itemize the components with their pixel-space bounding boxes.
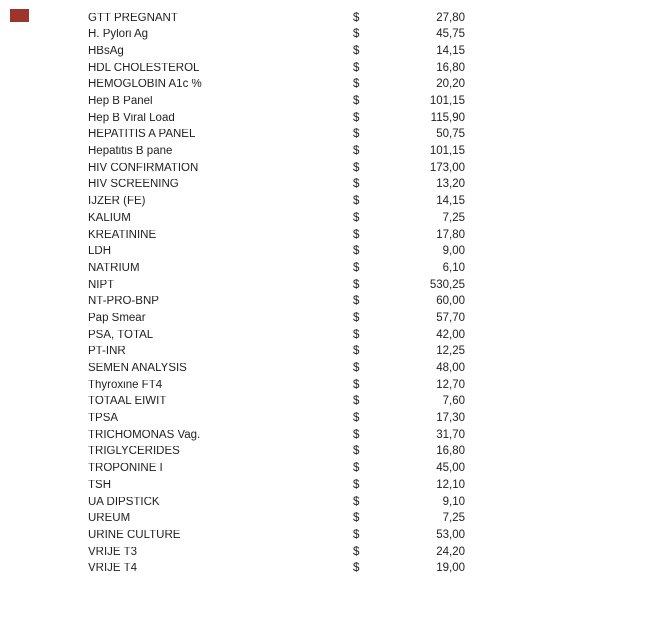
table-row: [0, 93, 650, 110]
test-name-cell: GTT PREGNANT: [88, 12, 178, 24]
currency-cell: $: [353, 11, 360, 24]
table-row: [0, 10, 650, 27]
table-row: [0, 444, 650, 461]
table-row: [0, 260, 650, 277]
currency-cell: $: [353, 412, 360, 425]
table-row: [0, 377, 650, 394]
test-name-cell: UA DIPSTICK: [88, 496, 160, 508]
test-name-cell: KREATININE: [88, 229, 157, 241]
test-name-cell: SEMEN ANALYSIS: [88, 363, 187, 375]
price-cell: 45,75: [436, 28, 465, 41]
price-cell: 16,80: [436, 61, 465, 74]
currency-cell: $: [353, 61, 360, 74]
test-name-cell: HIV CONFIRMATION: [88, 162, 199, 174]
table-row: [0, 194, 650, 211]
test-name-cell: HEPATITIS A PANEL: [88, 129, 196, 141]
test-name-cell: VRIJE T4: [88, 563, 137, 575]
currency-cell: $: [353, 378, 360, 391]
price-cell: 45,00: [436, 462, 465, 475]
currency-cell: $: [353, 78, 360, 91]
price-cell: 31,70: [436, 428, 465, 441]
price-cell: 6,10: [442, 261, 465, 274]
test-name-cell: NT-PRO-BNP: [88, 296, 159, 308]
price-cell: 14,15: [436, 195, 465, 208]
test-name-cell: TPSA: [88, 413, 119, 425]
price-cell: 9,00: [442, 245, 465, 258]
table-row: [0, 310, 650, 327]
table-row: [0, 327, 650, 344]
table-row: [0, 544, 650, 561]
table-row: [0, 244, 650, 261]
currency-cell: $: [353, 545, 360, 558]
test-name-cell: HIV SCREENING: [88, 179, 179, 191]
price-cell: 17,80: [436, 228, 465, 241]
table-row: [0, 110, 650, 127]
price-cell: 13,20: [436, 178, 465, 191]
test-name-cell: PT-INR: [88, 346, 126, 358]
test-name-cell: Hep B Viral Load: [88, 112, 175, 124]
price-cell: 101,15: [429, 145, 465, 158]
currency-cell: $: [353, 95, 360, 108]
currency-cell: $: [353, 178, 360, 191]
test-name-cell: PSA, TOTAL: [88, 329, 154, 341]
price-cell: 173,00: [429, 161, 465, 174]
table-row: [0, 60, 650, 77]
price-cell: 57,70: [436, 311, 465, 324]
test-name-cell: TRIGLYCERIDES: [88, 446, 180, 458]
currency-cell: $: [353, 161, 360, 174]
currency-cell: $: [353, 295, 360, 308]
test-name-cell: Thyroxine FT4: [88, 379, 163, 391]
table-row: [0, 477, 650, 494]
price-cell: 530,25: [429, 278, 465, 291]
table-row: [0, 394, 650, 411]
currency-cell: $: [353, 495, 360, 508]
table-row: [0, 77, 650, 94]
table-row: [0, 561, 650, 578]
price-cell: 7,25: [442, 512, 465, 525]
test-name-cell: HDL CHOLESTEROL: [88, 62, 200, 74]
test-name-cell: TSH: [88, 479, 111, 491]
test-name-cell: H. Pylori Ag: [88, 29, 149, 41]
price-cell: 115,90: [430, 111, 465, 124]
table-row: [0, 527, 650, 544]
table-row: [0, 227, 650, 244]
currency-cell: $: [353, 278, 360, 291]
test-name-cell: Hep B Panel: [88, 96, 153, 108]
table-row: [0, 127, 650, 144]
currency-cell: $: [353, 145, 360, 158]
price-cell: 19,00: [436, 562, 465, 575]
currency-cell: $: [353, 395, 360, 408]
price-cell: 42,00: [436, 328, 465, 341]
test-name-cell: Pap Smear: [88, 312, 146, 324]
table-row: [0, 294, 650, 311]
currency-cell: $: [353, 428, 360, 441]
table-row: [0, 43, 650, 60]
currency-cell: $: [353, 462, 360, 475]
table-row: [0, 427, 650, 444]
test-name-cell: HEMOGLOBIN A1c %: [88, 79, 202, 91]
currency-cell: $: [353, 345, 360, 358]
test-name-cell: NIPT: [88, 279, 115, 291]
currency-cell: $: [353, 562, 360, 575]
currency-cell: $: [353, 445, 360, 458]
test-name-cell: URINE CULTURE: [88, 529, 181, 541]
price-cell: 101,15: [429, 95, 465, 108]
price-cell: 20,20: [436, 78, 465, 91]
test-name-cell: TRICHOMONAS Vag.: [88, 429, 201, 441]
currency-cell: $: [353, 512, 360, 525]
currency-cell: $: [353, 211, 360, 224]
price-cell: 12,70: [436, 378, 465, 391]
currency-cell: $: [353, 261, 360, 274]
test-name-cell: HBsAg: [88, 45, 124, 57]
currency-cell: $: [353, 128, 360, 141]
table-row: [0, 144, 650, 161]
price-cell: 9,10: [442, 495, 465, 508]
table-row: [0, 360, 650, 377]
test-name-cell: LDH: [88, 246, 112, 258]
test-name-cell: TROPONINE I: [88, 463, 163, 475]
test-name-cell: TOTAAL EIWIT: [88, 396, 167, 408]
test-name-cell: NATRIUM: [88, 262, 140, 274]
currency-cell: $: [353, 311, 360, 324]
test-name-cell: Hepatitis B pane: [88, 146, 173, 158]
currency-cell: $: [353, 28, 360, 41]
price-cell: 53,00: [436, 528, 465, 541]
table-row: [0, 511, 650, 528]
price-cell: 7,60: [442, 395, 465, 408]
currency-cell: $: [353, 44, 360, 57]
table-row: [0, 27, 650, 44]
price-cell: 7,25: [442, 211, 465, 224]
table-row: [0, 277, 650, 294]
table-row: [0, 494, 650, 511]
table-row: [0, 160, 650, 177]
test-name-cell: UREUM: [88, 513, 131, 525]
table-row: [0, 461, 650, 478]
price-cell: 16,80: [436, 445, 465, 458]
test-name-cell: VRIJE T3: [88, 546, 137, 558]
currency-cell: $: [353, 245, 360, 258]
price-cell: 27,80: [436, 11, 465, 24]
price-cell: 14,15: [436, 44, 465, 57]
currency-cell: $: [353, 111, 360, 124]
table-row: [0, 411, 650, 428]
table-row: [0, 344, 650, 361]
currency-cell: $: [353, 528, 360, 541]
currency-cell: $: [353, 195, 360, 208]
price-cell: 60,00: [436, 295, 465, 308]
test-name-cell: IJZER (FE): [88, 196, 146, 208]
price-cell: 12,25: [436, 345, 465, 358]
price-cell: 17,30: [436, 412, 465, 425]
test-name-cell: KALIUM: [88, 212, 131, 224]
price-cell: 48,00: [436, 362, 465, 375]
table-row: [0, 177, 650, 194]
price-cell: 24,20: [436, 545, 465, 558]
currency-cell: $: [353, 328, 360, 341]
currency-cell: $: [353, 228, 360, 241]
price-cell: 12,10: [436, 478, 465, 491]
currency-cell: $: [353, 478, 360, 491]
price-table: [0, 10, 650, 577]
price-cell: 50,75: [436, 128, 465, 141]
currency-cell: $: [353, 362, 360, 375]
table-row: [0, 210, 650, 227]
